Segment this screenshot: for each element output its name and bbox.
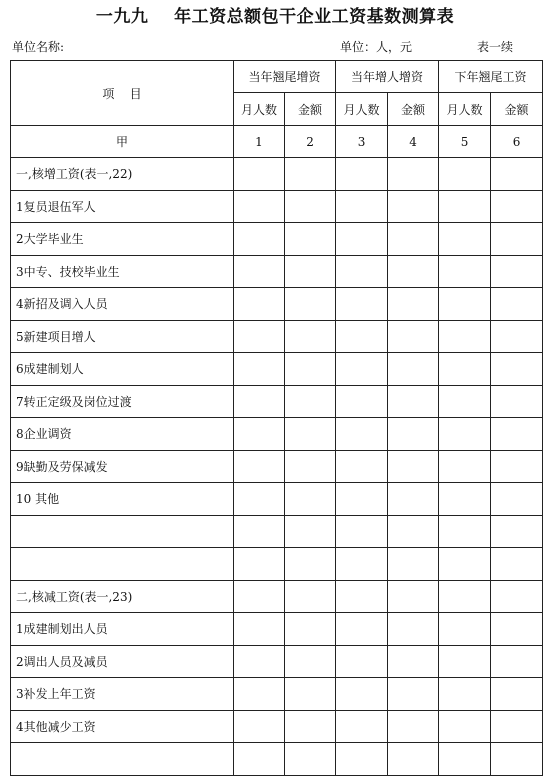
table-row xyxy=(11,288,543,321)
calculation-table xyxy=(10,60,543,776)
row-label: 1成建制划出人员 xyxy=(11,613,234,646)
row-label xyxy=(11,548,234,581)
row-label: 二,核减工资(表一,23) xyxy=(11,580,234,613)
value-cell[interactable] xyxy=(234,385,285,418)
row-label: 4其他减少工资 xyxy=(11,710,234,743)
value-cell[interactable] xyxy=(491,678,543,711)
value-cell[interactable] xyxy=(491,255,543,288)
value-cell[interactable] xyxy=(285,418,336,451)
value-cell[interactable] xyxy=(336,158,388,191)
value-cell[interactable] xyxy=(336,320,388,353)
value-cell[interactable] xyxy=(285,483,336,516)
table-row xyxy=(11,645,543,678)
continuation-label: 表一续 xyxy=(477,40,514,54)
table-row xyxy=(11,613,543,646)
value-cell[interactable] xyxy=(491,548,543,581)
row-label xyxy=(11,743,234,776)
value-cell[interactable] xyxy=(285,158,336,191)
value-cell[interactable] xyxy=(285,190,336,223)
value-cell[interactable] xyxy=(234,320,285,353)
table-row xyxy=(11,158,543,191)
value-cell[interactable] xyxy=(234,743,285,776)
value-cell[interactable] xyxy=(285,450,336,483)
value-cell[interactable] xyxy=(285,743,336,776)
group-header: 当年翘尾增资 xyxy=(234,61,336,93)
value-cell[interactable] xyxy=(439,190,491,223)
row-label: 一,核增工资(表一,22) xyxy=(11,158,234,191)
table-row xyxy=(11,678,543,711)
value-cell[interactable] xyxy=(388,710,439,743)
column-header: 金额 xyxy=(285,93,336,126)
value-cell[interactable] xyxy=(439,353,491,386)
value-cell[interactable] xyxy=(439,613,491,646)
value-cell[interactable] xyxy=(285,288,336,321)
value-cell[interactable] xyxy=(388,678,439,711)
row-label: 6成建制划人 xyxy=(11,353,234,386)
index-cell: 4 xyxy=(388,126,439,158)
value-cell[interactable] xyxy=(439,743,491,776)
value-cell[interactable] xyxy=(491,613,543,646)
value-cell[interactable] xyxy=(234,353,285,386)
table-row xyxy=(11,255,543,288)
value-cell[interactable] xyxy=(234,255,285,288)
value-cell[interactable] xyxy=(285,385,336,418)
table-row xyxy=(11,548,543,581)
value-cell[interactable] xyxy=(439,288,491,321)
value-cell[interactable] xyxy=(439,483,491,516)
value-cell[interactable] xyxy=(388,223,439,256)
value-cell[interactable] xyxy=(439,548,491,581)
table-row xyxy=(11,710,543,743)
value-cell[interactable] xyxy=(388,288,439,321)
table-row xyxy=(11,483,543,516)
value-cell[interactable] xyxy=(439,320,491,353)
table-row xyxy=(11,418,543,451)
value-cell[interactable] xyxy=(336,353,388,386)
value-cell[interactable] xyxy=(388,255,439,288)
row-label: 3补发上年工资 xyxy=(11,678,234,711)
value-cell[interactable] xyxy=(234,580,285,613)
value-cell[interactable] xyxy=(336,190,388,223)
group-header: 下年翘尾工资 xyxy=(439,61,543,93)
value-cell[interactable] xyxy=(285,353,336,386)
value-cell[interactable] xyxy=(491,450,543,483)
value-cell[interactable] xyxy=(285,580,336,613)
value-cell[interactable] xyxy=(388,450,439,483)
value-cell[interactable] xyxy=(336,450,388,483)
value-cell[interactable] xyxy=(234,223,285,256)
value-cell[interactable] xyxy=(491,385,543,418)
value-cell[interactable] xyxy=(439,710,491,743)
value-cell[interactable] xyxy=(285,678,336,711)
value-cell[interactable] xyxy=(491,580,543,613)
value-cell[interactable] xyxy=(491,223,543,256)
value-cell[interactable] xyxy=(234,613,285,646)
value-cell[interactable] xyxy=(439,418,491,451)
table-row xyxy=(11,450,543,483)
value-cell[interactable] xyxy=(336,645,388,678)
table-row xyxy=(11,580,543,613)
group-header: 当年增人增资 xyxy=(336,61,439,93)
index-cell: 1 xyxy=(234,126,285,158)
value-cell[interactable] xyxy=(388,483,439,516)
value-cell[interactable] xyxy=(234,418,285,451)
value-cell[interactable] xyxy=(234,678,285,711)
table-row xyxy=(11,515,543,548)
value-cell[interactable] xyxy=(388,613,439,646)
row-label: 10 其他 xyxy=(11,483,234,516)
index-cell: 3 xyxy=(336,126,388,158)
value-cell[interactable] xyxy=(491,483,543,516)
value-cell[interactable] xyxy=(439,158,491,191)
value-cell[interactable] xyxy=(388,190,439,223)
row-label: 9缺勤及劳保减发 xyxy=(11,450,234,483)
value-cell[interactable] xyxy=(388,320,439,353)
unit-name-label: 单位名称: xyxy=(12,40,65,54)
value-cell[interactable] xyxy=(285,320,336,353)
value-cell[interactable] xyxy=(336,288,388,321)
value-cell[interactable] xyxy=(388,158,439,191)
value-cell[interactable] xyxy=(234,515,285,548)
value-cell[interactable] xyxy=(439,580,491,613)
row-label xyxy=(11,515,234,548)
index-cell: 2 xyxy=(285,126,336,158)
column-header: 金额 xyxy=(388,93,439,126)
index-cell: 甲 xyxy=(11,126,234,158)
value-cell[interactable] xyxy=(491,418,543,451)
value-cell[interactable] xyxy=(336,710,388,743)
table-row xyxy=(11,190,543,223)
value-cell[interactable] xyxy=(388,515,439,548)
value-cell[interactable] xyxy=(336,385,388,418)
value-cell[interactable] xyxy=(336,678,388,711)
value-cell[interactable] xyxy=(336,613,388,646)
value-cell[interactable] xyxy=(234,158,285,191)
value-cell[interactable] xyxy=(388,580,439,613)
value-cell[interactable] xyxy=(388,418,439,451)
value-cell[interactable] xyxy=(234,710,285,743)
row-label: 2大学毕业生 xyxy=(11,223,234,256)
value-cell[interactable] xyxy=(336,255,388,288)
value-cell[interactable] xyxy=(234,190,285,223)
page-title: 一九九 年工资总额包干企业工资基数测算表 xyxy=(95,7,455,27)
column-header: 月人数 xyxy=(336,93,388,126)
value-cell[interactable] xyxy=(234,645,285,678)
value-cell[interactable] xyxy=(336,483,388,516)
value-cell[interactable] xyxy=(491,743,543,776)
value-cell[interactable] xyxy=(439,385,491,418)
value-cell[interactable] xyxy=(388,645,439,678)
table-row xyxy=(11,320,543,353)
value-cell[interactable] xyxy=(491,158,543,191)
value-cell[interactable] xyxy=(388,743,439,776)
value-cell[interactable] xyxy=(285,710,336,743)
value-cell[interactable] xyxy=(336,515,388,548)
value-cell[interactable] xyxy=(439,450,491,483)
row-label: 2调出人员及减员 xyxy=(11,645,234,678)
value-cell[interactable] xyxy=(234,548,285,581)
value-cell[interactable] xyxy=(234,288,285,321)
value-cell[interactable] xyxy=(439,223,491,256)
value-cell[interactable] xyxy=(439,678,491,711)
value-cell[interactable] xyxy=(336,743,388,776)
value-cell[interactable] xyxy=(234,483,285,516)
value-cell[interactable] xyxy=(285,613,336,646)
index-cell: 5 xyxy=(439,126,491,158)
value-cell[interactable] xyxy=(439,645,491,678)
project-header: 项 目 xyxy=(11,61,234,126)
table-row xyxy=(11,353,543,386)
value-cell[interactable] xyxy=(388,385,439,418)
row-label: 4新招及调入人员 xyxy=(11,288,234,321)
value-cell[interactable] xyxy=(336,223,388,256)
value-cell[interactable] xyxy=(234,450,285,483)
value-cell[interactable] xyxy=(336,580,388,613)
value-cell[interactable] xyxy=(439,255,491,288)
value-cell[interactable] xyxy=(388,548,439,581)
value-cell[interactable] xyxy=(491,288,543,321)
column-header: 月人数 xyxy=(234,93,285,126)
row-label: 5新建项目增人 xyxy=(11,320,234,353)
value-cell[interactable] xyxy=(491,320,543,353)
unit-label: 单位：人，元 xyxy=(340,40,413,54)
column-header: 月人数 xyxy=(439,93,491,126)
value-cell[interactable] xyxy=(439,515,491,548)
value-cell[interactable] xyxy=(491,645,543,678)
value-cell[interactable] xyxy=(285,548,336,581)
value-cell[interactable] xyxy=(285,515,336,548)
table-row xyxy=(11,385,543,418)
value-cell[interactable] xyxy=(491,190,543,223)
row-label: 3中专、技校毕业生 xyxy=(11,255,234,288)
table-row xyxy=(11,743,543,776)
table-row xyxy=(11,223,543,256)
value-cell[interactable] xyxy=(285,645,336,678)
value-cell[interactable] xyxy=(491,710,543,743)
column-header: 金额 xyxy=(491,93,543,126)
value-cell[interactable] xyxy=(285,255,336,288)
value-cell[interactable] xyxy=(336,418,388,451)
value-cell[interactable] xyxy=(388,353,439,386)
index-cell: 6 xyxy=(491,126,543,158)
row-label: 8企业调资 xyxy=(11,418,234,451)
value-cell[interactable] xyxy=(491,515,543,548)
row-label: 1复员退伍军人 xyxy=(11,190,234,223)
value-cell[interactable] xyxy=(285,223,336,256)
value-cell[interactable] xyxy=(491,353,543,386)
value-cell[interactable] xyxy=(336,548,388,581)
row-label: 7转正定级及岗位过渡 xyxy=(11,385,234,418)
